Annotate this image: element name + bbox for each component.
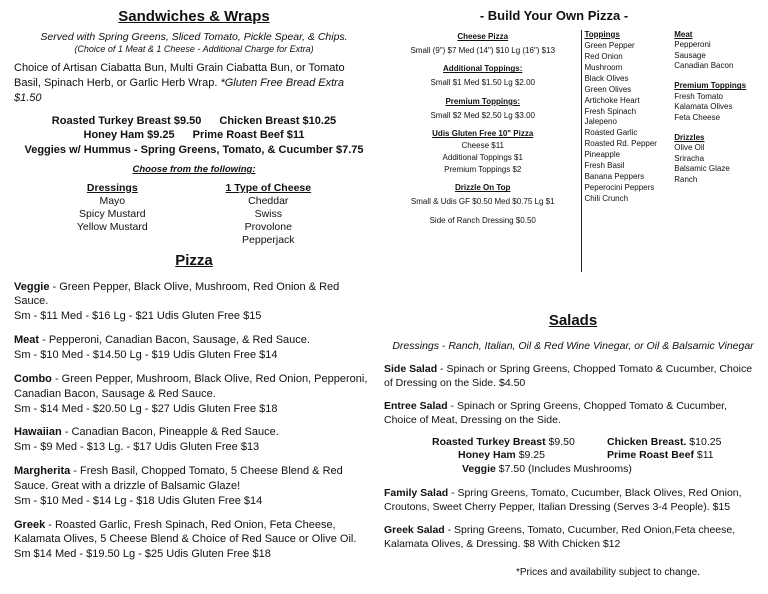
meat-price: $7.50 (Includes Mushrooms) [498, 462, 632, 475]
list-item: Olive Oil [674, 143, 705, 153]
sandwiches-choice-note: (Choice of 1 Meat & 1 Cheese - Additional Charge for Extra) [74, 44, 314, 55]
pizza-desc: - Green Pepper, Black Olive, Mushroom, Red Onion & Red Sauce. [14, 280, 340, 308]
pizza-name: Margherita [14, 465, 71, 478]
list-item: Yellow Mustard [76, 221, 148, 234]
choose-label: Choose from the following: [132, 164, 256, 176]
pizza-title: Pizza [175, 252, 213, 270]
list-item: Green Olives [584, 84, 632, 94]
premium-toppings-header: Premium Toppings: [445, 96, 520, 106]
sandwiches-bread-choice [14, 61, 374, 106]
pizza-prices: Sm - $11 Med - $16 Lg - $21 Udis Gluten Free $15 [14, 310, 262, 323]
list-item: Ranch [674, 174, 698, 184]
list-item: Chili Crunch [584, 194, 629, 204]
list-item: Kalamata Olives [674, 102, 733, 112]
list-item: Roasted Garlic [584, 128, 638, 138]
sandwiches-title: Sandwiches & Wraps [118, 8, 270, 25]
list-item: Fresh Tomato [674, 91, 723, 101]
udis-cheese: Cheese $11 [461, 141, 505, 151]
list-item: Fresh Basil [584, 161, 625, 171]
sandwich-ham: Honey Ham $9.25 [83, 129, 175, 142]
greek-salad [384, 523, 762, 551]
udis-header: Udis Gluten Free 10" Pizza [432, 129, 534, 139]
meat-price: $10.25 [689, 435, 722, 448]
meat-header: Meat [674, 29, 693, 39]
pizza-item-hawaiian [14, 425, 374, 455]
family-salad [384, 486, 762, 514]
salad-desc: - Spring Greens, Tomato, Cucumber, Red Onion,Feta cheese, Kalamata Olives, & Dressing. $8 With Chicken $12 [384, 523, 736, 551]
drizzle-header: Drizzle On Top [455, 183, 511, 193]
list-item: Banana Peppers [584, 172, 645, 182]
pizza-desc: - Pepperoni, Canadian Bacon, Sausage, & Red Sauce. [39, 334, 310, 347]
pizza-desc: - Fresh Basil, Chopped Tomato, 5 Cheese Blend & Red Sauce. Great with a drizzle of Balsamic Glaze! [14, 465, 343, 492]
list-item: Black Olives [584, 73, 629, 83]
entree-beef [597, 449, 762, 463]
list-item: Canadian Bacon [674, 61, 734, 71]
list-item: Provolone [244, 221, 292, 234]
byo-section [384, 30, 762, 272]
pizza-name: Veggie [14, 280, 50, 293]
meat-price: $11 [696, 449, 714, 462]
cheese-list [226, 182, 312, 248]
salad-dressings: Dressings - Ranch, Italian, Oil & Red Wine Vinegar, or Oil & Balsamic Vinegar [392, 340, 754, 353]
sandwich-meat-row-1 [14, 114, 374, 129]
drizzle-prices: Small & Udis GF $0.50 Med $0.75 Lg $1 [410, 197, 555, 207]
pizza-prices: Sm $14 Med - $19.50 Lg - $25 Udis Gluten Free $18 [14, 548, 271, 561]
pizza-item-margherita [14, 464, 374, 509]
byo-title: - Build Your Own Pizza - [479, 8, 629, 23]
list-item: Pepperoni [674, 40, 711, 50]
gluten-free-note: *Gluten Free Bread Extra $1.50 [14, 76, 344, 104]
pizza-name: Hawaiian [14, 426, 62, 439]
list-item: Fresh Spinach [584, 106, 637, 116]
cheese-pizza-prices: Small (9") $7 Med (14") $10 Lg (16") $13 [410, 45, 556, 55]
entree-chicken [597, 436, 762, 450]
list-item: Peperocini Peppers [584, 183, 655, 193]
list-item: Mushroom [584, 62, 623, 72]
pizza-name: Greek [14, 518, 46, 531]
entree-ham [432, 449, 597, 463]
pizza-desc: - Canadian Bacon, Pineapple & Red Sauce. [61, 426, 279, 439]
condiment-options [14, 182, 374, 248]
salad-desc: - Spring Greens, Tomato, Cucumber, Black Olives, Red Onion, Croutons, Sweet Cherry Pepper, Italian Dressing (Serves 3-4 People). $15 [384, 486, 742, 513]
additional-toppings-prices: Small $1 Med $1.50 Lg $2.00 [430, 78, 535, 88]
list-item: Artichoke Heart [584, 95, 640, 105]
pizza-prices: Sm - $10 Med - $14.50 Lg - $19 Udis Gluten Free $14 [14, 349, 278, 361]
sandwich-meats [14, 114, 374, 159]
bread-choice-text: Choice of Artisan Ciabatta Bun, Multi Grain Ciabatta Bun, or Tomato Basil, Spinach Herb, or Garlic Herb Wrap. [14, 62, 345, 89]
salad-name: Side Salad [384, 362, 438, 375]
udis-premium: Premium Toppings $2 [444, 164, 522, 174]
price-disclaimer: *Prices and availability subject to change. [516, 567, 700, 579]
list-item: Jalepeno [584, 117, 617, 127]
pizza-item-combo [14, 372, 374, 417]
salad-name: Greek Salad [384, 523, 445, 536]
meat-price: $9.50 [548, 435, 575, 448]
pizza-name: Meat [14, 334, 40, 347]
list-item: Feta Cheese [674, 112, 721, 122]
salad-desc: - Spinach or Spring Greens, Chopped Tomato & Cucumber, Choice of Dressing on the Side. $4.50 [384, 362, 753, 390]
toppings-header: Toppings [584, 29, 620, 39]
sandwich-chicken: Chicken Breast $10.25 [219, 114, 337, 127]
additional-toppings-header: Additional Toppings: [443, 64, 523, 74]
premium-toppings-list-header: Premium Toppings [674, 81, 747, 91]
right-column [384, 8, 762, 579]
meat-name: Roasted Turkey Breast [432, 435, 546, 448]
pizza-name: Combo [14, 372, 52, 385]
pizza-prices: Sm - $10 Med - $14 Lg - $18 Udis Gluten Free $14 [14, 494, 263, 507]
meat-name: Honey Ham [458, 449, 516, 462]
meat-name: Prime Roast Beef [607, 449, 694, 462]
sandwich-beef: Prime Roast Beef $11 [192, 129, 305, 142]
pizza-desc: - Green Pepper, Mushroom, Black Olive, Red Onion, Pepperoni, Canadian Bacon, Sausage & Red Sauce. [14, 372, 368, 400]
list-item: Balsamic Glaze [674, 164, 730, 174]
sandwich-meat-row-2 [14, 128, 374, 143]
sandwich-turkey: Roasted Turkey Breast $9.50 [51, 114, 202, 127]
side-salad [384, 362, 762, 390]
entree-meat-options [384, 436, 762, 477]
list-item: Sausage [674, 50, 706, 60]
list-item: Pepperjack [242, 234, 295, 247]
list-item: Spicy Mustard [79, 207, 146, 220]
salad-name: Entree Salad [384, 400, 448, 413]
cheese-pizza-header: Cheese Pizza [457, 31, 509, 41]
left-column [14, 8, 374, 562]
pizza-prices: Sm - $9 Med - $13 Lg. - $17 Udis Gluten Free $13 [14, 441, 260, 454]
meat-name: Chicken Breast. [607, 435, 687, 448]
entree-veggie [432, 463, 762, 477]
udis-additional: Additional Toppings $1 [442, 152, 523, 162]
drizzles-header: Drizzles [674, 132, 705, 142]
list-item: Cheddar [248, 194, 289, 207]
ranch-side: Side of Ranch Dressing $0.50 [429, 215, 536, 225]
list-item: Sriracha [674, 153, 705, 163]
entree-turkey [432, 436, 597, 450]
entree-salad [384, 399, 762, 427]
meat-name: Veggie [462, 462, 496, 475]
sandwich-veggies: Veggies w/ Hummus - Spring Greens, Tomato, & Cucumber $7.75 [24, 144, 364, 157]
pizza-prices: Sm - $14 Med - $20.50 Lg - $27 Udis Gluten Free $18 [14, 402, 278, 415]
premium-toppings-prices: Small $2 Med $2.50 Lg $3.00 [430, 110, 535, 120]
list-item: Green Pepper [584, 40, 635, 50]
list-item: Roasted Rd. Pepper [584, 139, 657, 149]
pizza-item-veggie [14, 280, 374, 325]
pizza-item-greek [14, 518, 374, 563]
list-item: Red Onion [584, 51, 623, 61]
pizza-desc: - Roasted Garlic, Fresh Spinach, Red Onion, Feta Cheese, Kalamata Olives, 5 Cheese Blend & Choice of Red Sauce or Olive Oil. [14, 518, 357, 546]
cheese-header: 1 Type of Cheese [225, 181, 312, 194]
salads-title: Salads [548, 311, 598, 329]
dressings-list [77, 182, 148, 248]
salad-desc: - Spinach or Spring Greens, Chopped Tomato & Cucumber, Choice of Meat, Dressing on the Side. [384, 400, 727, 427]
byo-prices [384, 30, 581, 272]
pizza-item-meat [14, 333, 374, 363]
meat-premium-drizzle-list [674, 30, 762, 272]
toppings-list [584, 30, 674, 272]
list-item: Swiss [254, 207, 282, 220]
meat-price: $9.25 [518, 449, 545, 462]
divider [581, 30, 582, 272]
list-item: Pineapple [584, 150, 621, 160]
list-item: Mayo [99, 194, 126, 207]
salad-name: Family Salad [384, 486, 449, 499]
sandwiches-served-with: Served with Spring Greens, Sliced Tomato, Pickle Spear, & Chips. [40, 31, 348, 44]
dressings-header: Dressings [86, 181, 138, 194]
